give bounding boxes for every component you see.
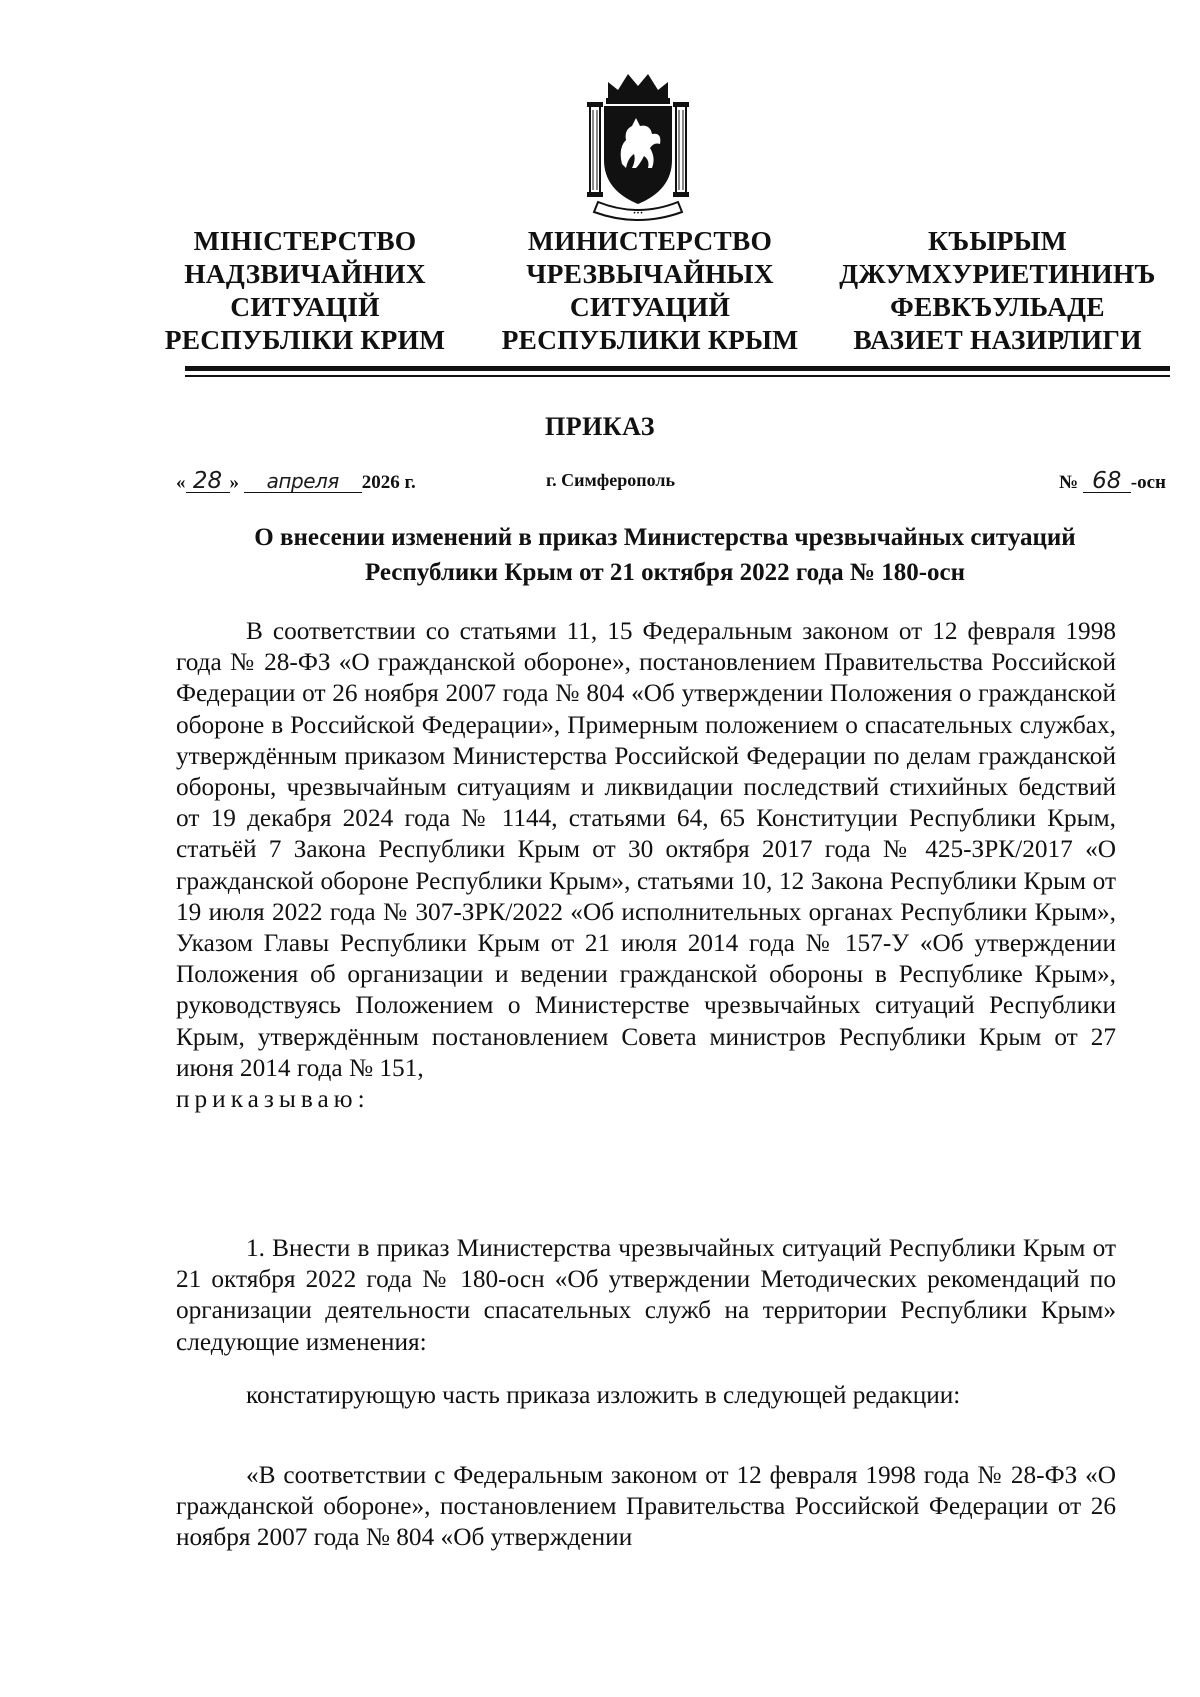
header-center-line: СИТУАЦИЙ: [569, 291, 731, 322]
header-left-line: НАДЗВИЧАЙНИХ: [184, 258, 426, 289]
header-center-line: РЕСПУБЛИКИ КРЫМ: [501, 324, 799, 355]
header-right-line: КЪЫРЫМ: [928, 225, 1067, 256]
handwritten-month: апреля: [244, 470, 362, 493]
title-line: Республики Крым от 21 октября 2022 года № 180-осн: [364, 559, 966, 586]
date-quote-open: «: [176, 472, 186, 493]
number-prefix: №: [1058, 472, 1079, 493]
order-meta-row: [176, 464, 1166, 498]
order-year: 2026 г.: [361, 472, 416, 493]
date-quote-close: »: [229, 472, 239, 493]
header-crimean-tatar: [820, 224, 1175, 356]
number-suffix: -осн: [1130, 472, 1166, 493]
header-right-line: ДЖУМХУРИЕТИНИНЪ: [839, 258, 1156, 289]
header-left-line: РЕСПУБЛІКИ КРИМ: [164, 324, 446, 355]
header-center-line: ЧРЕЗВЫЧАЙНЫХ: [526, 258, 774, 289]
clause-1-paragraph: 1. Внести в приказ Министерства чрезвычайных ситуаций Республики Крым от 21 октября 2022 года № 180-осн «Об утверждении Методических рекомендаций по организации деятельности спасательных служб на территории Республики Крым» следующие изменения:: [176, 1234, 1116, 1356]
header-left-line: МІНІСТЕРСТВО: [193, 225, 417, 256]
coat-of-arms-emblem: [578, 68, 698, 228]
order-date: [176, 470, 416, 494]
order-verb: приказываю:: [176, 1085, 370, 1114]
header-divider-thick: [185, 366, 1170, 371]
header-divider-thin: [185, 375, 1170, 377]
header-right-line: ВАЗИЕТ НАЗИРЛИГИ: [853, 324, 1142, 355]
preamble-text: В соответствии со статьями 11, 15 Федеральным законом от 12 февраля 1998 года № 28-ФЗ «О гражданской обороне», постановлением Правительства Российской Федерации от 26 ноября 2007 года № 804 «Об утверждении Положения о гражданской обороне в Российской Федерации», Примерным положением о спасательных службах, утверждённым приказом Министерства Российской Федерации по делам гражданской обороны, чрезвычайным ситуациям и ликвидации последствий стихийных бедствий от 19 декабря 2024 года № 1144, статьями 64, 65 Конституции Республики Крым, статьёй 7 Закона Республики Крым от 30 октября 2017 года № 425-ЗРК/2017 «О гражданской обороне Республики Крым», статьями 10, 12 Закона Республики Крым от 19 июля 2022 года № 307-ЗРК/2022 «Об исполнительных органах Республики Крым», Указом Главы Республики Крым от 21 июля 2014 года № 157-У «Об утверждении Положения об организации и ведении гражданской обороны в Республике Крым», руководствуясь Положением о Министерстве чрезвычайных ситуаций Республики Крым, утверждённым постановлением Совета министров Республики Крым от 27 июня 2014 года № 151,: [176, 617, 1116, 1082]
header-center-line: МИНИСТЕРСТВО: [527, 225, 773, 256]
handwritten-number: 68: [1083, 470, 1131, 493]
clause-1-subparagraph: констатирующую часть приказа изложить в следующей редакции:: [246, 1381, 961, 1409]
title-line: О внесении изменений в приказ Министерства чрезвычайных ситуаций: [254, 524, 1076, 551]
preamble-paragraph: [176, 616, 1116, 1115]
handwritten-day: 28: [186, 470, 230, 493]
order-place: г. Симферополь: [546, 470, 675, 490]
header-russian: [490, 224, 810, 356]
svg-text:•••: •••: [632, 210, 644, 217]
order-number: [1059, 470, 1166, 494]
header-ukrainian: [150, 224, 460, 356]
order-subject-title: [150, 520, 1180, 590]
header-left-line: СИТУАЦІЙ: [230, 291, 380, 322]
amended-text-paragraph: «В соответствии с Федеральным законом от 12 февраля 1998 года № 28-ФЗ «О гражданской обороне», постановлением Правительства Российской Федерации от 26 ноября 2007 года № 804 «Об утверждении: [176, 1461, 1116, 1552]
document-type-title: ПРИКАЗ: [544, 412, 656, 441]
header-right-line: ФЕВКЪУЛЬАДЕ: [890, 291, 1105, 322]
